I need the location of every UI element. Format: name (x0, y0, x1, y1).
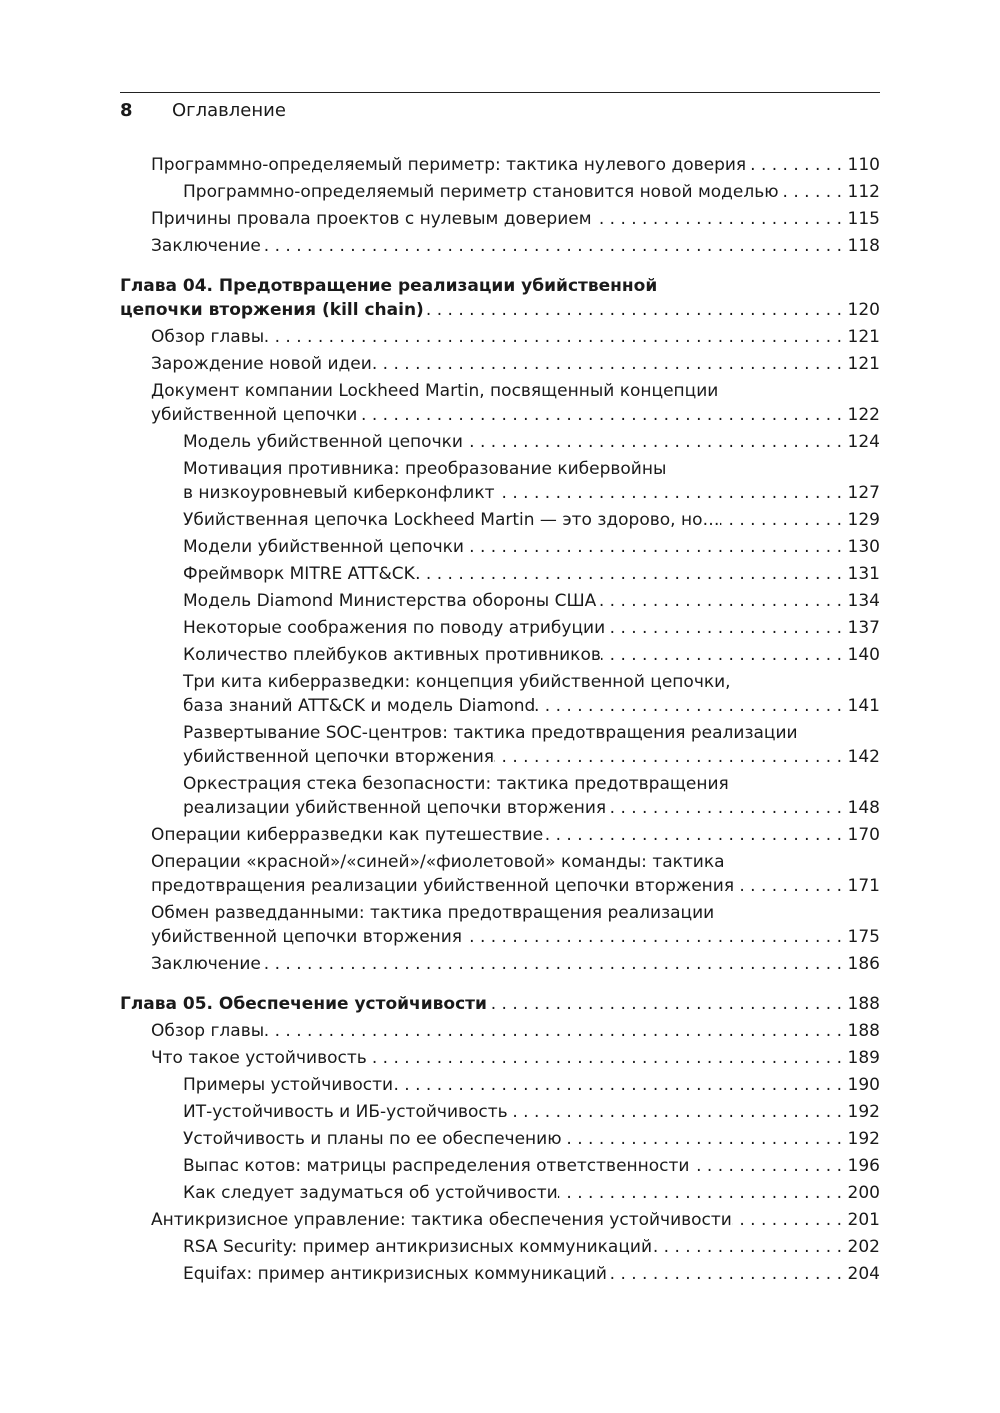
toc-entry-line (183, 535, 880, 559)
toc-entry-line (183, 508, 880, 532)
toc-entry-title: Зарождение новой идеи (151, 354, 372, 374)
toc-entry-title: Модели убийственной цепочки (183, 537, 464, 557)
dot-leader (732, 1208, 846, 1232)
toc-page-number: 121 (847, 354, 880, 374)
toc-entry (120, 325, 880, 349)
toc-page-number: 170 (847, 825, 880, 845)
toc-entry-line (183, 643, 880, 667)
toc-entry-line (183, 562, 880, 586)
toc-entry-title: убийственной цепочки (151, 405, 358, 425)
dot-leader (372, 352, 846, 376)
toc-page-number: 140 (847, 645, 880, 665)
toc-entry-title: Как следует задуматься об устойчивости (183, 1183, 558, 1203)
toc-entry (120, 352, 880, 376)
toc-entry-line (183, 1262, 880, 1286)
toc-entry (120, 901, 880, 949)
toc-entry-line (151, 925, 880, 949)
dot-leader (689, 1154, 846, 1178)
toc-entry (120, 589, 880, 613)
dot-leader (734, 874, 846, 898)
toc-entry-line (183, 180, 880, 204)
toc-page-number: 118 (847, 236, 880, 256)
toc-entry (120, 1262, 880, 1286)
toc-entry-line (151, 1046, 880, 1070)
toc-entry (120, 535, 880, 559)
dot-leader (495, 481, 847, 505)
toc-page-number: 202 (847, 1237, 880, 1257)
toc-page-number: 131 (847, 564, 880, 584)
toc-page-number: 137 (847, 618, 880, 638)
toc-entry (120, 1235, 880, 1259)
toc-entry-line (151, 1019, 880, 1043)
toc-entry-line (120, 992, 880, 1016)
toc-entry (120, 508, 880, 532)
toc-entry (120, 670, 880, 718)
dot-leader (720, 508, 847, 532)
dot-leader (596, 589, 846, 613)
dot-leader (487, 992, 846, 1016)
toc-entry-title: Количество плейбуков активных противников (183, 645, 601, 665)
toc-page-number: 142 (847, 747, 880, 767)
toc-entry-title: Некоторые соображения по поводу атрибуции (183, 618, 606, 638)
dot-leader (779, 180, 846, 204)
toc-entry (120, 1127, 880, 1151)
toc-chapter (120, 992, 880, 1016)
toc-entry-line (151, 352, 880, 376)
toc-entry (120, 1100, 880, 1124)
toc-entry (120, 952, 880, 976)
toc-entry (120, 850, 880, 898)
toc-entry-title: Операции киберразведки как путешествие (151, 825, 544, 845)
toc-entry-title: Модель Diamond Министерства обороны США (183, 591, 597, 611)
toc-entry-line (183, 796, 880, 820)
toc-entry (120, 153, 880, 177)
toc-entry-title: убийственной цепочки вторжения (151, 927, 463, 947)
toc-page-number: 120 (847, 300, 880, 320)
toc-entry-line (151, 823, 880, 847)
toc-page-number: 121 (847, 327, 880, 347)
toc-entry-line (183, 1100, 880, 1124)
toc-entry (120, 721, 880, 769)
toc-entry-title: база знаний ATT&CK и модель Diamond (183, 696, 536, 716)
toc-page-number: 110 (847, 155, 880, 175)
toc-entry-title: убийственной цепочки вторжения (183, 747, 495, 767)
toc-page-number: 112 (847, 182, 880, 202)
toc-page-number: 192 (847, 1102, 880, 1122)
toc-entry (120, 457, 880, 505)
toc-entry-line (183, 721, 880, 745)
toc-entry-title: RSA Security: пример антикризисных коммуникаций (183, 1237, 653, 1257)
dot-leader (261, 234, 846, 258)
toc-entry-title: Причины провала проектов с нулевым доверием (151, 209, 592, 229)
header-rule (120, 92, 880, 93)
toc-entry (120, 379, 880, 427)
toc-entry-title: в низкоуровневый киберконфликт (183, 483, 495, 503)
page-number: 8 (120, 100, 133, 121)
toc-entry-title: Фреймворк MITRE ATT&CK (183, 564, 415, 584)
dot-leader (261, 952, 846, 976)
dot-leader (367, 1046, 846, 1070)
toc-entry-line (183, 1127, 880, 1151)
toc-entry-line (183, 616, 880, 640)
dot-leader (264, 325, 846, 349)
toc-entry-title: Мотивация противника: преобразование кибервойны (183, 459, 667, 479)
toc-entry-line (183, 1073, 880, 1097)
toc-entry-line (183, 430, 880, 454)
toc-entry-line (183, 481, 880, 505)
toc-entry-title: Обмен разведданными: тактика предотвращения реализации (151, 903, 715, 923)
toc-entry-title: Выпас котов: матрицы распределения ответственности (183, 1156, 690, 1176)
dot-leader (592, 207, 846, 231)
toc-entry-line (120, 298, 880, 322)
toc-entry-title: Программно-определяемый периметр становится новой моделью (183, 182, 779, 202)
dot-leader (562, 1127, 846, 1151)
dot-leader (357, 403, 846, 427)
dot-leader (746, 153, 846, 177)
toc-entry-title: Операции «красной»/«синей»/«фиолетовой» команды: тактика (151, 852, 725, 872)
toc-entry (120, 234, 880, 258)
toc-page-number: 196 (847, 1156, 880, 1176)
toc-entry (120, 180, 880, 204)
toc-entry-title: предотвращения реализации убийственной цепочки вторжения (151, 876, 735, 896)
toc-entry (120, 1073, 880, 1097)
toc-entry-line (183, 457, 880, 481)
toc-entry-title: Документ компании Lockheed Martin, посвященный концепции (151, 381, 719, 401)
toc-entry-title: реализации убийственной цепочки вторжения (183, 798, 607, 818)
toc-page-number: 134 (847, 591, 880, 611)
toc-entry-line (151, 153, 880, 177)
dot-leader (415, 562, 846, 586)
dot-leader (463, 430, 846, 454)
toc-entry-line (183, 589, 880, 613)
toc-entry-title: Глава 05. Обеспечение устойчивости (120, 994, 487, 1014)
toc-page-number: 175 (847, 927, 880, 947)
toc-chapter (120, 274, 880, 322)
toc-entry-title: Обзор главы (151, 1021, 265, 1041)
toc-entry-line (183, 772, 880, 796)
toc-entry-line (183, 694, 880, 718)
toc-entry-title: ИТ-устойчивость и ИБ-устойчивость (183, 1102, 508, 1122)
toc-entry-line (183, 670, 880, 694)
toc-entry-title: Программно-определяемый периметр: тактика нулевого доверия (151, 155, 747, 175)
toc-page-number: 124 (847, 432, 880, 452)
dot-leader (462, 925, 846, 949)
toc-page-number: 190 (847, 1075, 880, 1095)
toc-entry-title: Антикризисное управление: тактика обеспечения устойчивости (151, 1210, 732, 1230)
dot-leader (494, 745, 846, 769)
toc-entry-line (183, 1235, 880, 1259)
dot-leader (424, 298, 846, 322)
dot-leader (606, 796, 846, 820)
toc-entry (120, 616, 880, 640)
dot-leader (605, 616, 846, 640)
toc-page-number: 189 (847, 1048, 880, 1068)
toc-entry-title: Убийственная цепочка Lockheed Martin — это здорово, но… (183, 510, 720, 530)
toc-entry-line (151, 207, 880, 231)
toc-page-number: 122 (847, 405, 880, 425)
toc-page-number: 188 (847, 1021, 880, 1041)
toc-entry-line (120, 274, 880, 298)
toc-page-number: 186 (847, 954, 880, 974)
dot-leader (558, 1181, 846, 1205)
toc-entry-title: Заключение (151, 954, 261, 974)
toc-page-number: 127 (847, 483, 880, 503)
toc-entry-title: Что такое устойчивость (151, 1048, 367, 1068)
toc-entry (120, 207, 880, 231)
toc-entry-title: Три кита киберразведки: концепция убийственной цепочки, (183, 672, 731, 692)
toc-entry-line (151, 874, 880, 898)
dot-leader (464, 535, 846, 559)
dot-leader (393, 1073, 846, 1097)
toc-entry (120, 1154, 880, 1178)
toc-page-number: 130 (847, 537, 880, 557)
toc-entry (120, 430, 880, 454)
toc-entry (120, 1208, 880, 1232)
toc-page-number: 148 (847, 798, 880, 818)
toc-entry-title: Модель убийственной цепочки (183, 432, 463, 452)
toc-entry (120, 1046, 880, 1070)
toc-page-number: 188 (847, 994, 880, 1014)
toc-entry-title: Обзор главы (151, 327, 265, 347)
toc-entry-title: Equifax: пример антикризисных коммуникаций (183, 1264, 607, 1284)
toc-entry (120, 772, 880, 820)
toc-entry-title: Развертывание SOC-центров: тактика предотвращения реализации (183, 723, 798, 743)
toc-page-number: 192 (847, 1129, 880, 1149)
toc-entry-title: Примеры устойчивости (183, 1075, 394, 1095)
running-title: Оглавление (172, 100, 286, 121)
toc-entry-line (151, 850, 880, 874)
toc-entry-line (151, 325, 880, 349)
dot-leader (607, 1262, 846, 1286)
dot-leader (264, 1019, 846, 1043)
toc-entry (120, 1181, 880, 1205)
toc-page-number: 201 (847, 1210, 880, 1230)
toc-entry-line (183, 1154, 880, 1178)
toc-page-number: 204 (847, 1264, 880, 1284)
toc-entry-line (151, 234, 880, 258)
toc-page-number: 115 (847, 209, 880, 229)
dot-leader (652, 1235, 846, 1259)
toc-entry-title: Оркестрация стека безопасности: тактика предотвращения (183, 774, 729, 794)
dot-leader (543, 823, 846, 847)
toc-page-number: 141 (847, 696, 880, 716)
toc-entry-title: цепочки вторжения (kill chain) (120, 300, 424, 320)
toc-page-number: 171 (847, 876, 880, 896)
toc-entry-line (151, 952, 880, 976)
toc-entry-title: Устойчивость и планы по ее обеспечению (183, 1129, 562, 1149)
toc-entry-line (183, 745, 880, 769)
dot-leader (508, 1100, 846, 1124)
toc-entry-line (151, 379, 880, 403)
toc-entry-title: Заключение (151, 236, 261, 256)
toc-entry-line (151, 901, 880, 925)
toc-page-number: 129 (847, 510, 880, 530)
toc-page-number: 200 (847, 1183, 880, 1203)
toc-entry-line (151, 1208, 880, 1232)
dot-leader (535, 694, 846, 718)
toc-entry-line (183, 1181, 880, 1205)
toc-entry (120, 643, 880, 667)
toc-entry-line (151, 403, 880, 427)
table-of-contents (120, 153, 880, 1289)
toc-entry (120, 1019, 880, 1043)
toc-entry (120, 562, 880, 586)
dot-leader (601, 643, 846, 667)
toc-entry (120, 823, 880, 847)
toc-entry-title: Глава 04. Предотвращение реализации убийственной (120, 276, 658, 296)
